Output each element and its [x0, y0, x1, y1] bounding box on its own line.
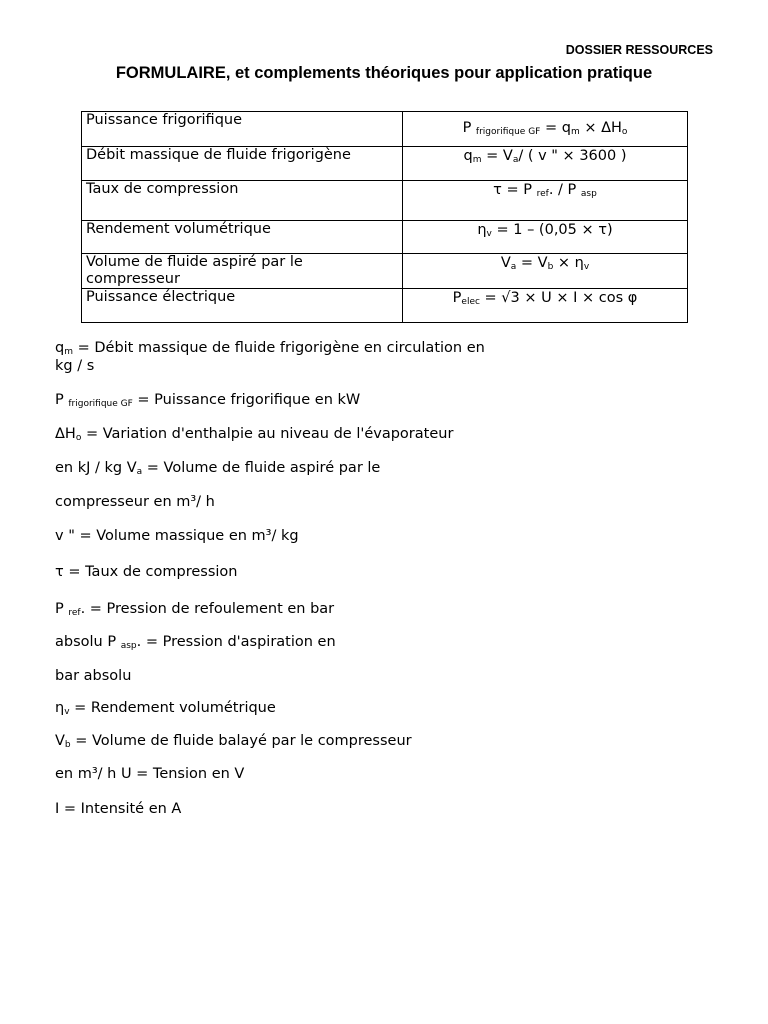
text-run: = V: [481, 148, 513, 164]
text-run: × ΔH: [579, 120, 622, 136]
text-run: η: [55, 700, 65, 716]
text-run: kg / s: [55, 358, 95, 374]
subscript: v: [583, 262, 590, 272]
text-run: = 1 – (0,05 × τ): [491, 222, 613, 238]
subscript: ref: [536, 189, 549, 199]
text-run: V: [55, 733, 65, 749]
text-run: = Volume de fluide balayé par le compresseur: [70, 733, 412, 749]
text-run: = √3 × U × I × cos φ: [479, 290, 638, 306]
text-run: = V: [516, 255, 548, 271]
formula-table: [81, 111, 688, 323]
quantity-label: Taux de compression: [82, 181, 403, 221]
quantity-label: Débit massique de fluide frigorigène: [82, 147, 403, 181]
subscript: b: [547, 262, 554, 272]
definition-line: [55, 700, 276, 716]
definition-line: [55, 460, 380, 476]
definition-line: [55, 340, 485, 356]
subscript: v: [486, 229, 492, 239]
text-run: en kJ / kg V: [55, 460, 137, 476]
table-row: [82, 181, 688, 221]
text-run: τ = P: [493, 182, 537, 198]
subscript: b: [64, 740, 71, 750]
text-run: = Débit massique de fluide frigorigène en circulation en: [73, 340, 485, 356]
subscript: v: [64, 707, 70, 717]
formula-cell: [403, 112, 688, 147]
quantity-label: Rendement volumétrique: [82, 221, 403, 254]
quantity-label: Puissance électrique: [82, 289, 403, 323]
text-run: η: [477, 222, 487, 238]
table-row: [82, 221, 688, 254]
definition-line: [55, 564, 238, 580]
subscript: m: [64, 347, 73, 357]
text-run: P: [462, 120, 476, 136]
text-run: = Volume de fluide aspiré par le: [142, 460, 381, 476]
text-run: = Variation d'enthalpie au niveau de l'évaporateur: [81, 426, 454, 442]
definition-line: [55, 358, 94, 374]
text-run: compresseur en m³/ h: [55, 494, 215, 510]
text-run: en m³/ h U = Tension en V: [55, 766, 245, 782]
subscript: m: [472, 155, 482, 165]
definition-line: [55, 392, 360, 408]
table-row: [82, 147, 688, 181]
text-run: / ( v " × 3600 ): [518, 148, 627, 164]
subscript: frigorifique GF: [475, 127, 541, 137]
subscript: ref: [68, 608, 81, 618]
text-run: q: [463, 148, 473, 164]
definition-line: [55, 601, 334, 617]
definition-line: [55, 528, 299, 544]
text-run: P: [55, 601, 69, 617]
quantity-label: Volume de fluide aspiré par le compresseur: [82, 254, 403, 289]
table-row: [82, 289, 688, 323]
text-run: ΔH: [55, 426, 76, 442]
text-run: V: [500, 255, 511, 271]
text-run: = q: [540, 120, 571, 136]
formula-cell: [403, 254, 688, 289]
definition-line: [55, 668, 131, 684]
definition-line: [55, 634, 336, 650]
table-row: [82, 254, 688, 289]
definition-line: [55, 494, 215, 510]
text-run: P: [55, 392, 69, 408]
text-run: q: [55, 340, 65, 356]
formula-cell: [403, 221, 688, 254]
text-run: bar absolu: [55, 668, 132, 684]
text-run: . = Pression de refoulement en bar: [80, 601, 335, 617]
quantity-label: Puissance frigorifique: [82, 112, 403, 147]
subscript: elec: [461, 297, 480, 307]
subscript: a: [136, 467, 143, 477]
text-run: × η: [553, 255, 584, 271]
subscript: o: [75, 433, 82, 443]
text-run: I = Intensité en A: [55, 801, 182, 817]
formula-cell: [403, 181, 688, 221]
text-run: τ = Taux de compression: [55, 564, 238, 580]
definition-line: [55, 733, 412, 749]
dossier-label: DOSSIER RESSOURCES: [565, 43, 713, 57]
text-run: = Rendement volumétrique: [69, 700, 276, 716]
subscript: m: [570, 127, 580, 137]
text-run: . = Pression d'aspiration en: [136, 634, 336, 650]
definition-line: [55, 766, 244, 782]
text-run: = Puissance frigorifique en kW: [132, 392, 361, 408]
subscript: o: [621, 127, 628, 137]
text-run: P: [452, 290, 462, 306]
definition-line: [55, 801, 181, 817]
text-run: absolu P: [55, 634, 121, 650]
subscript: asp: [580, 189, 597, 199]
subscript: a: [512, 155, 519, 165]
subscript: frigorifique GF: [68, 399, 133, 409]
text-run: v " = Volume massique en m³/ kg: [55, 528, 299, 544]
definition-line: [55, 426, 453, 442]
table-row: [82, 112, 688, 147]
text-run: . / P: [548, 182, 581, 198]
formula-cell: [403, 147, 688, 181]
subscript: a: [510, 262, 517, 272]
page-title: FORMULAIRE, et complements théoriques pour application pratique: [115, 64, 653, 82]
subscript: asp: [120, 641, 137, 651]
formula-cell: [403, 289, 688, 323]
